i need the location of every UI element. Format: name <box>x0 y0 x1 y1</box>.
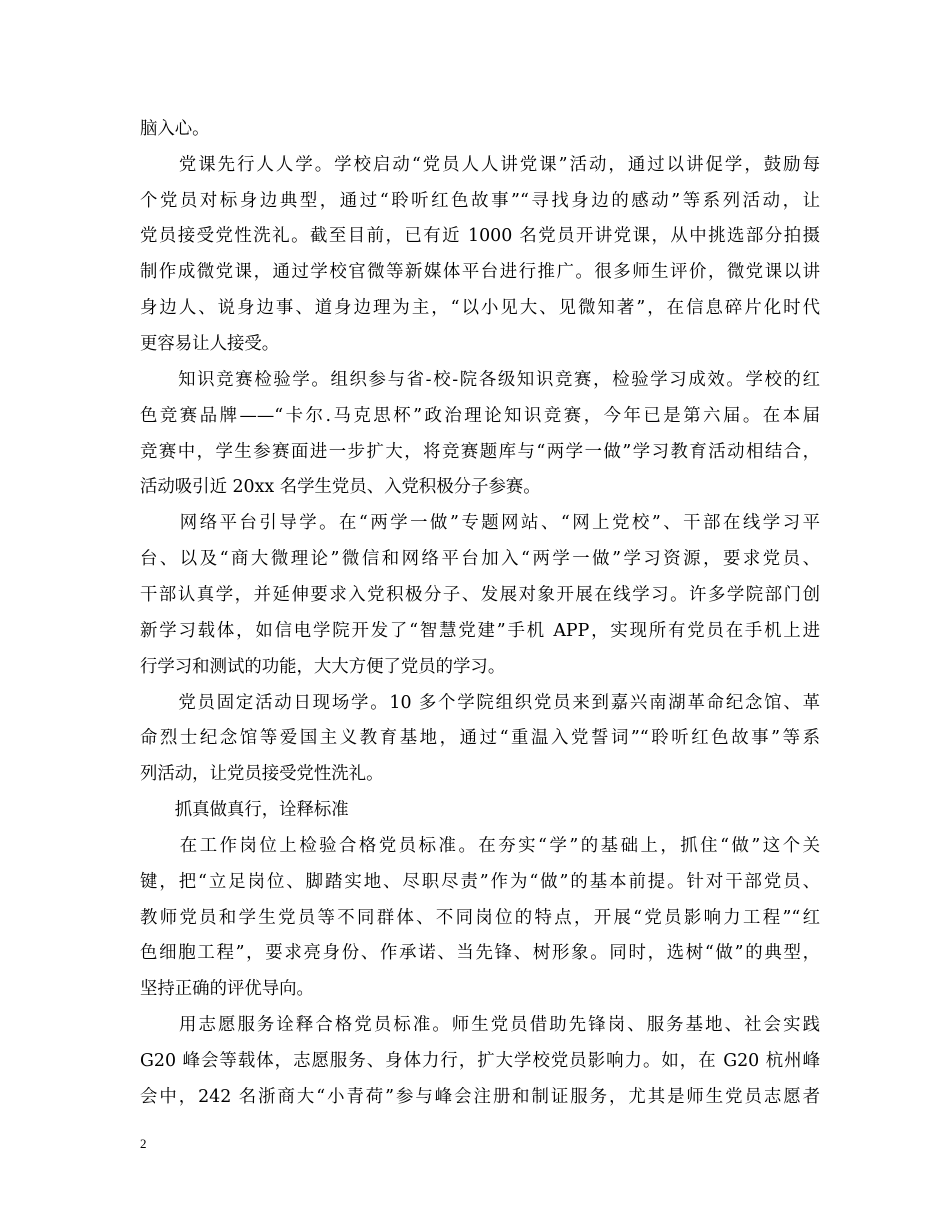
text-line: 竞赛中，学生参赛面进一步扩大，将竞赛题库与“两学一做”学习教育活动相结合， <box>140 442 820 462</box>
text-line: 会中，242 名浙商大“小青荷”参与峰会注册和制证服务，尤其是师生党员志愿者 <box>140 1087 820 1107</box>
text-line: G20 峰会等载体，志愿服务、身体力行，扩大学校党员影响力。如，在 G20 杭州峰 <box>140 1051 820 1071</box>
text-line: 脑入心。 <box>140 119 210 139</box>
text-line: 命烈士纪念馆等爱国主义教育基地，通过“重温入党誓词”“聆听红色故事”等系 <box>140 728 820 748</box>
text-line: 教师党员和学生党员等不同群体、不同岗位的特点，开展“党员影响力工程”“红 <box>140 908 820 928</box>
text-line: 网络平台引导学。在“两学一做”专题网站、“网上党校”、干部在线学习平 <box>140 513 820 533</box>
text-line: 活动吸引近 20xx 名学生党员、入党积极分子参赛。 <box>140 477 541 497</box>
text-line: 坚持正确的评优导向。 <box>140 979 314 999</box>
text-line: 色竞赛品牌——“卡尔.马克思杯”政治理论知识竞赛，今年已是第六届。在本届 <box>140 406 820 426</box>
text-line: 新学习载体，如信电学院开发了“智慧党建”手机 APP，实现所有党员在手机上进 <box>140 621 820 641</box>
text-line: 行学习和测试的功能，大大方便了党员的学习。 <box>140 657 506 677</box>
section-heading: 抓真做真行，诠释标准 <box>140 800 349 820</box>
text-line: 在工作岗位上检验合格党员标准。在夯实“学”的基础上，抓住“做”这个关 <box>140 836 820 856</box>
text-line: 党员固定活动日现场学。10 多个学院组织党员来到嘉兴南湖革命纪念馆、革 <box>140 693 820 713</box>
text-line: 知识竞赛检验学。组织参与省-校-院各级知识竞赛，检验学习成效。学校的红 <box>140 370 820 390</box>
text-line: 用志愿服务诠释合格党员标准。师生党员借助先锋岗、服务基地、社会实践 <box>140 1015 820 1035</box>
text-line: 色细胞工程”，要求亮身份、作承诺、当先锋、树形象。同时，选树“做”的典型， <box>140 943 820 963</box>
text-line: 个党员对标身边典型，通过“聆听红色故事”“寻找身边的感动”等系列活动，让 <box>140 191 820 211</box>
page-number: 2 <box>140 1136 147 1151</box>
text-line: 台、以及“商大微理论”微信和网络平台加入“两学一做”学习资源，要求党员、 <box>140 549 820 569</box>
text-line: 列活动，让党员接受党性洗礼。 <box>140 764 384 784</box>
text-line: 党课先行人人学。学校启动“党员人人讲党课”活动，通过以讲促学，鼓励每 <box>140 155 820 175</box>
text-line: 身边人、说身边事、道身边理为主，“以小见大、见微知著”，在信息碎片化时代 <box>140 298 820 318</box>
text-line: 制作成微党课，通过学校官微等新媒体平台进行推广。很多师生评价，微党课以讲 <box>140 262 820 282</box>
text-line: 键，把“立足岗位、脚踏实地、尽职尽责”作为“做”的基本前提。针对干部党员、 <box>140 872 820 892</box>
text-line: 更容易让人接受。 <box>140 334 280 354</box>
text-line: 干部认真学，并延伸要求入党积极分子、发展对象开展在线学习。许多学院部门创 <box>140 585 820 605</box>
text-line: 党员接受党性洗礼。截至目前，已有近 1000 名党员开讲党课，从中挑选部分拍摄 <box>140 226 820 246</box>
